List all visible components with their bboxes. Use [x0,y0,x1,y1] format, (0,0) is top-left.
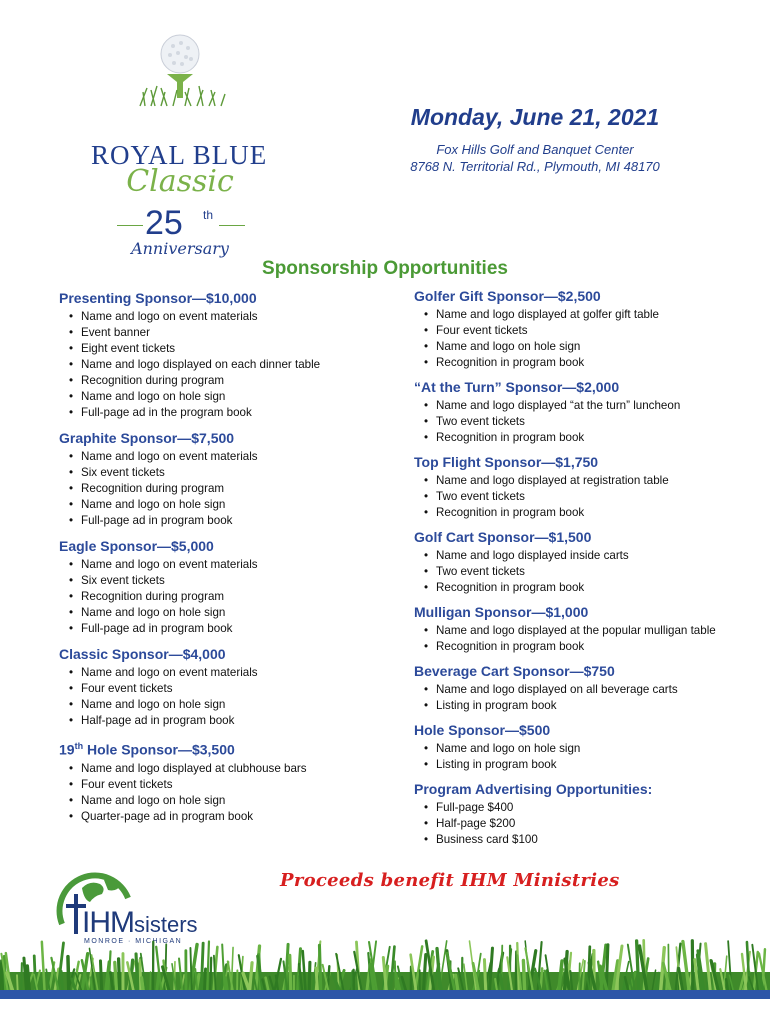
sponsor-tier-graphite [59,430,389,529]
ihm-sisters-logo [52,868,212,948]
sponsor-tier-19th-hole [59,738,389,825]
tier-benefits-list [414,473,754,521]
golf-ball-tee-icon [85,32,275,142]
royal-blue-classic-logo [85,32,275,258]
tier-title: Beverage Cart Sponsor—$750 [414,663,615,679]
venue-name: Fox Hills Golf and Banquet Center [436,142,634,157]
benefit-item: • Four event tickets [69,681,389,697]
logo-divider-right [219,225,245,226]
tier-benefits-list [414,741,754,773]
benefit-item: • Four event tickets [424,323,754,339]
tier-title [59,738,389,759]
tier-title: Top Flight Sponsor—$1,750 [414,454,599,470]
benefit-item: • Two event tickets [424,489,754,505]
bottom-color-bar [0,990,770,999]
benefit-item: • Name and logo on event materials [69,557,389,573]
sponsor-tier-hole [414,722,754,773]
benefit-item: • Recognition in program book [424,430,754,446]
logo-25-text: 25 [145,204,183,242]
ihm-wordmark [82,906,198,940]
sponsor-tier-classic [59,646,389,729]
benefit-item: • Recognition in program book [424,639,754,655]
benefit-item: • Four event tickets [69,777,389,793]
benefit-item: • Recognition during program [69,589,389,605]
benefit-item: • Name and logo displayed at the popular mulligan table [424,623,754,639]
benefit-item: • Listing in program book [424,698,754,714]
sponsor-tier-golfer-gift [414,288,754,371]
venue-address: 8768 N. Territorial Rd., Plymouth, MI 48170 [410,159,660,174]
logo-classic-text: Classic [126,164,234,199]
event-venue [330,141,740,175]
benefit-item: • Full-page $400 [424,800,754,816]
benefit-item: • Name and logo on hole sign [69,697,389,713]
benefit-item: • Full-page ad in program book [69,621,389,637]
benefit-item: • Listing in program book [424,757,754,773]
logo-divider-left [117,225,143,226]
tier-benefits-list [414,307,754,371]
tier-title: Presenting Sponsor—$10,000 [59,290,257,306]
benefit-item: • Name and logo on hole sign [424,741,754,757]
tier-benefits-list [414,398,754,446]
benefit-item: • Name and logo displayed on all beverage carts [424,682,754,698]
benefit-item: • Name and logo on hole sign [69,389,389,405]
benefit-item: • Two event tickets [424,564,754,580]
proceeds-note: Proceeds benefit IHM Ministries [280,870,620,891]
benefit-item: • Event banner [69,325,389,341]
tier-title-superscript: th [74,741,84,751]
benefit-item: • Recognition during program [69,373,389,389]
grass-border-image [0,938,770,998]
benefit-item: • Name and logo on hole sign [69,497,389,513]
logo-anniversary-text: Anniversary [131,239,229,258]
benefit-item: • Name and logo displayed inside carts [424,548,754,564]
benefit-item: • Name and logo on hole sign [69,793,389,809]
program-advertising [414,781,754,848]
ihm-wordmark-small: sisters [134,912,198,937]
benefit-item: • Name and logo displayed at registration table [424,473,754,489]
tier-title-number: 19 [59,741,75,758]
benefit-item: • Name and logo on hole sign [69,605,389,621]
benefit-item: • Recognition during program [69,481,389,497]
benefit-item: • Full-page ad in program book [69,513,389,529]
left-column [59,290,389,834]
tier-benefits-list [59,665,389,729]
event-header [330,104,740,175]
sponsor-tier-at-the-turn [414,379,754,446]
right-column [414,288,754,856]
section-title: Sponsorship Opportunities [262,258,508,279]
tier-title: Mulligan Sponsor—$1,000 [414,604,589,620]
tier-title: Hole Sponsor—$500 [414,722,551,738]
benefit-item: • Name and logo displayed at golfer gift table [424,307,754,323]
benefit-item: • Eight event tickets [69,341,389,357]
sponsor-tier-eagle [59,538,389,637]
tier-title: Classic Sponsor—$4,000 [59,646,226,662]
logo-royal-blue-text: ROYAL BLUE [91,140,268,170]
tier-title: Program Advertising Opportunities: [414,781,653,797]
tier-title-rest: Hole Sponsor—$3,500 [83,741,235,758]
event-date: Monday, June 21, 2021 [410,104,660,130]
tier-benefits-list [59,557,389,637]
benefit-item: • Name and logo displayed at clubhouse bars [69,761,389,777]
tier-title: Golf Cart Sponsor—$1,500 [414,529,592,545]
logo-th-superscript: th [203,208,214,222]
benefit-item: • Quarter-page ad in program book [69,809,389,825]
ihm-wordmark-big: IHM [82,906,134,939]
sponsor-tier-top-flight [414,454,754,521]
tier-title: Golfer Gift Sponsor—$2,500 [414,288,601,304]
benefit-item: • Six event tickets [69,573,389,589]
tier-title: “At the Turn” Sponsor—$2,000 [414,379,620,395]
benefit-item: • Full-page ad in the program book [69,405,389,421]
benefit-item: • Name and logo on event materials [69,309,389,325]
benefit-item: • Name and logo on event materials [69,449,389,465]
tier-benefits-list [414,548,754,596]
tier-benefits-list [59,761,389,825]
benefit-item: • Two event tickets [424,414,754,430]
sponsor-tier-golf-cart [414,529,754,596]
tier-benefits-list [59,309,389,421]
tier-title: Graphite Sponsor—$7,500 [59,430,235,446]
benefit-item: • Recognition in program book [424,355,754,371]
sponsor-tier-beverage-cart [414,663,754,714]
benefit-item: • Name and logo on hole sign [424,339,754,355]
benefit-item: • Business card $100 [424,832,754,848]
sponsor-tier-mulligan [414,604,754,655]
benefit-item: • Six event tickets [69,465,389,481]
benefit-item: • Half-page ad in program book [69,713,389,729]
tier-title: Eagle Sponsor—$5,000 [59,538,214,554]
tier-benefits-list [414,800,754,848]
benefit-item: • Name and logo displayed on each dinner table [69,357,389,373]
benefit-item: • Name and logo displayed “at the turn” luncheon [424,398,754,414]
benefit-item: • Name and logo on event materials [69,665,389,681]
tier-benefits-list [59,449,389,529]
benefit-item: • Recognition in program book [424,505,754,521]
benefit-item: • Recognition in program book [424,580,754,596]
benefit-item: • Half-page $200 [424,816,754,832]
ihm-subtitle: MONROE · MICHIGAN [84,938,183,945]
sponsor-tier-presenting [59,290,389,421]
tier-benefits-list [414,682,754,714]
tier-benefits-list [414,623,754,655]
